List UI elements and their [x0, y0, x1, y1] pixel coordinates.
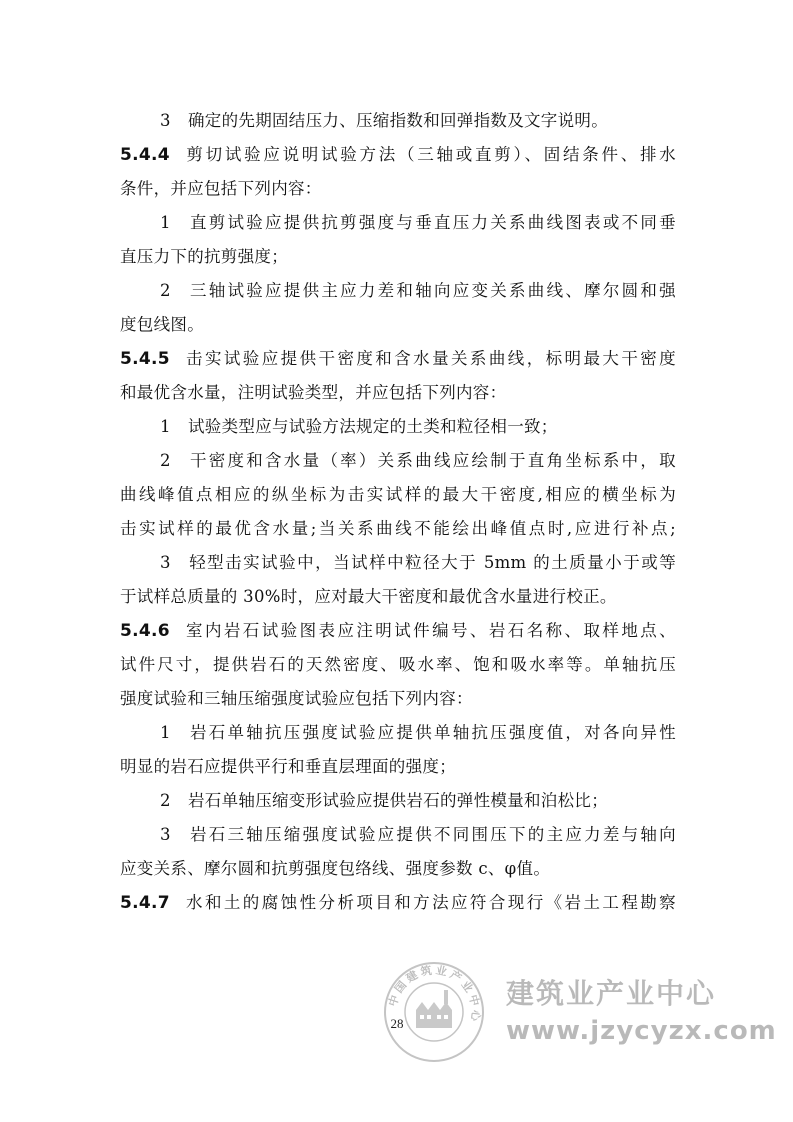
- section-heading: 5.4.4 剪切试验应说明试验方法（三轴或直剪）、固结条件、排水: [120, 138, 676, 172]
- list-item: 2 干密度和含水量（率）关系曲线应绘制于直角坐标系中，取: [120, 444, 676, 478]
- list-item: 3 确定的先期固结压力、压缩指数和回弹指数及文字说明。: [120, 104, 676, 138]
- watermark: [382, 960, 777, 1070]
- item-number: 3: [160, 111, 171, 130]
- paragraph-line: 击实试样的最优含水量;当关系曲线不能绘出峰值点时,应进行补点;: [120, 519, 676, 538]
- list-item: 1 岩石单轴抗压强度试验应提供单轴抗压强度值，对各向异性: [120, 716, 676, 750]
- paragraph-line: 强度试验和三轴压缩强度试验应包括下列内容：: [120, 689, 473, 708]
- item-number: 2: [160, 451, 171, 470]
- list-item: 3 轻型击实试验中，当试样中粒径大于 5mm 的土质量小于或等: [120, 546, 676, 580]
- watermark-title: 建筑业产业中心: [506, 977, 717, 1010]
- seal-logo-icon: [382, 960, 486, 1064]
- list-item: 2 三轴试验应提供主应力差和轴向应变关系曲线、摩尔圆和强: [120, 274, 676, 308]
- item-number: 1: [160, 723, 171, 742]
- section-number: 5.4.4: [120, 145, 170, 165]
- paragraph-line: 于试样总质量的 30%时，应对最大干密度和最优含水量进行校正。: [120, 587, 617, 606]
- paragraph-line: 应变关系、摩尔圆和抗剪强度包络线、强度参数 c、φ值。: [120, 859, 551, 878]
- section-number: 5.4.6: [120, 621, 170, 641]
- item-number: 2: [160, 791, 171, 810]
- list-item: 1 直剪试验应提供抗剪强度与垂直压力关系曲线图表或不同垂: [120, 206, 676, 240]
- section-heading: 5.4.7 水和土的腐蚀性分析项目和方法应符合现行《岩土工程勘察: [120, 886, 676, 920]
- item-number: 3: [160, 553, 171, 572]
- section-number: 5.4.5: [120, 349, 170, 369]
- list-item: 3 岩石三轴压缩强度试验应提供不同围压下的主应力差与轴向: [120, 818, 676, 852]
- paragraph-line: 直压力下的抗剪强度；: [120, 247, 288, 266]
- list-item: 1 试验类型应与试验方法规定的土类和粒径相一致；: [120, 410, 676, 444]
- paragraph-line: 度包线图。: [120, 315, 204, 334]
- paragraph-line: 明显的岩石应提供平行和垂直层理面的强度；: [120, 757, 456, 776]
- item-number: 2: [160, 281, 171, 300]
- paragraph-line: 条件，并应包括下列内容：: [120, 179, 322, 198]
- item-number: 1: [160, 213, 171, 232]
- section-heading: 5.4.5 击实试验应提供干密度和含水量关系曲线，标明最大干密度: [120, 342, 676, 376]
- paragraph-line: 和最优含水量，注明试验类型，并应包括下列内容：: [120, 383, 507, 402]
- item-number: 3: [160, 825, 171, 844]
- watermark-url: www.jzycyzx.com: [506, 1016, 777, 1046]
- section-heading: 5.4.6 室内岩石试验图表应注明试件编号、岩石名称、取样地点、: [120, 614, 676, 648]
- body-text: [120, 104, 676, 920]
- page-number: 28: [390, 1016, 404, 1031]
- paragraph-line: 试件尺寸，提供岩石的天然密度、吸水率、饱和吸水率等。单轴抗压: [120, 655, 676, 674]
- list-item: 2 岩石单轴压缩变形试验应提供岩石的弹性模量和泊松比；: [120, 784, 676, 818]
- paragraph-line: 曲线峰值点相应的纵坐标为击实试样的最大干密度,相应的横坐标为: [120, 485, 676, 504]
- seal-text: 中国建筑业产业中心: [386, 963, 483, 1025]
- section-number: 5.4.7: [120, 893, 170, 913]
- item-number: 1: [160, 417, 171, 436]
